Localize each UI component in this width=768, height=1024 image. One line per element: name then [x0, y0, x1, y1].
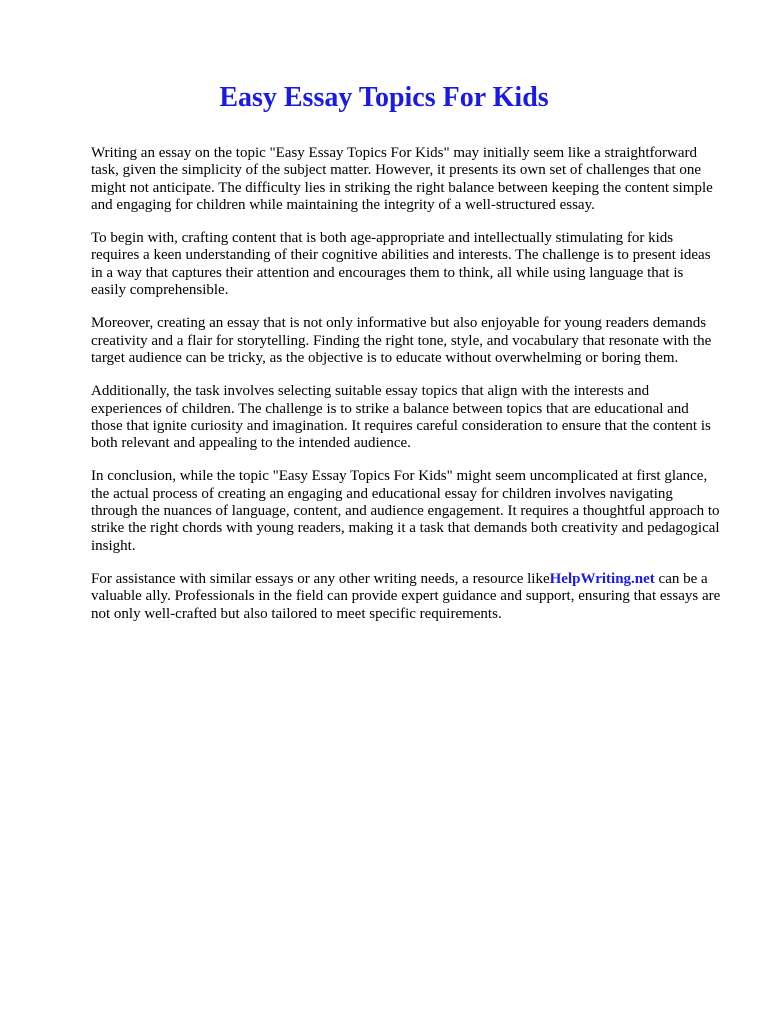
paragraph-6	[91, 571, 721, 623]
document-title: Easy Essay Topics For Kids	[219, 82, 549, 113]
paragraph-3: Moreover, creating an essay that is not only informative but also enjoyable for young readers demands creativity and a flair for storytelling. Finding the right tone, style, and vocabulary that resonate with the target audience can be tricky, as the objective is to educate without overwhelming or boring them.	[91, 315, 712, 366]
document-body	[91, 145, 721, 639]
paragraph-2: To begin with, crafting content that is both age-appropriate and intellectually stimulating for kids requires a keen understanding of their cognitive abilities and interests. The challenge is to present ideas in a way that captures their attention and encourages them to think, all while using language that is easily comprehensible.	[91, 230, 711, 299]
paragraph-5: In conclusion, while the topic "Easy Essay Topics For Kids" might seem uncomplicated at first glance, the actual process of creating an engaging and educational essay for children involves navigating through the nuances of language, content, and audience engagement. It requires a thoughtful approach to strike the right chords with young readers, making it a task that demands both creativity and pedagogical insight.	[91, 468, 720, 554]
paragraph-6-after-link: can be a valuable ally. Professionals in the field can provide expert guidance and support, ensuring that essays are not only well-crafted but also tailored to meet specific requirements.	[91, 570, 721, 622]
paragraph-4: Additionally, the task involves selecting suitable essay topics that align with the interests and experiences of children. The challenge is to strike a balance between topics that are educational and those that ignite curiosity and imagination. It requires careful consideration to ensure that the content is both relevant and appealing to the intended audience.	[91, 383, 711, 452]
paragraph-6-before-link: For assistance with similar essays or any other writing needs, a resource like	[91, 570, 550, 587]
helpwriting-link[interactable]: HelpWriting.net	[549, 570, 655, 587]
paragraph-1: Writing an essay on the topic "Easy Essay Topics For Kids" may initially seem like a straightforward task, given the simplicity of the subject matter. However, it presents its own set of challenges that one might not anticipate. The difficulty lies in striking the right balance between keeping the content simple and engaging for children while maintaining the integrity of a well-structured essay.	[91, 145, 713, 213]
